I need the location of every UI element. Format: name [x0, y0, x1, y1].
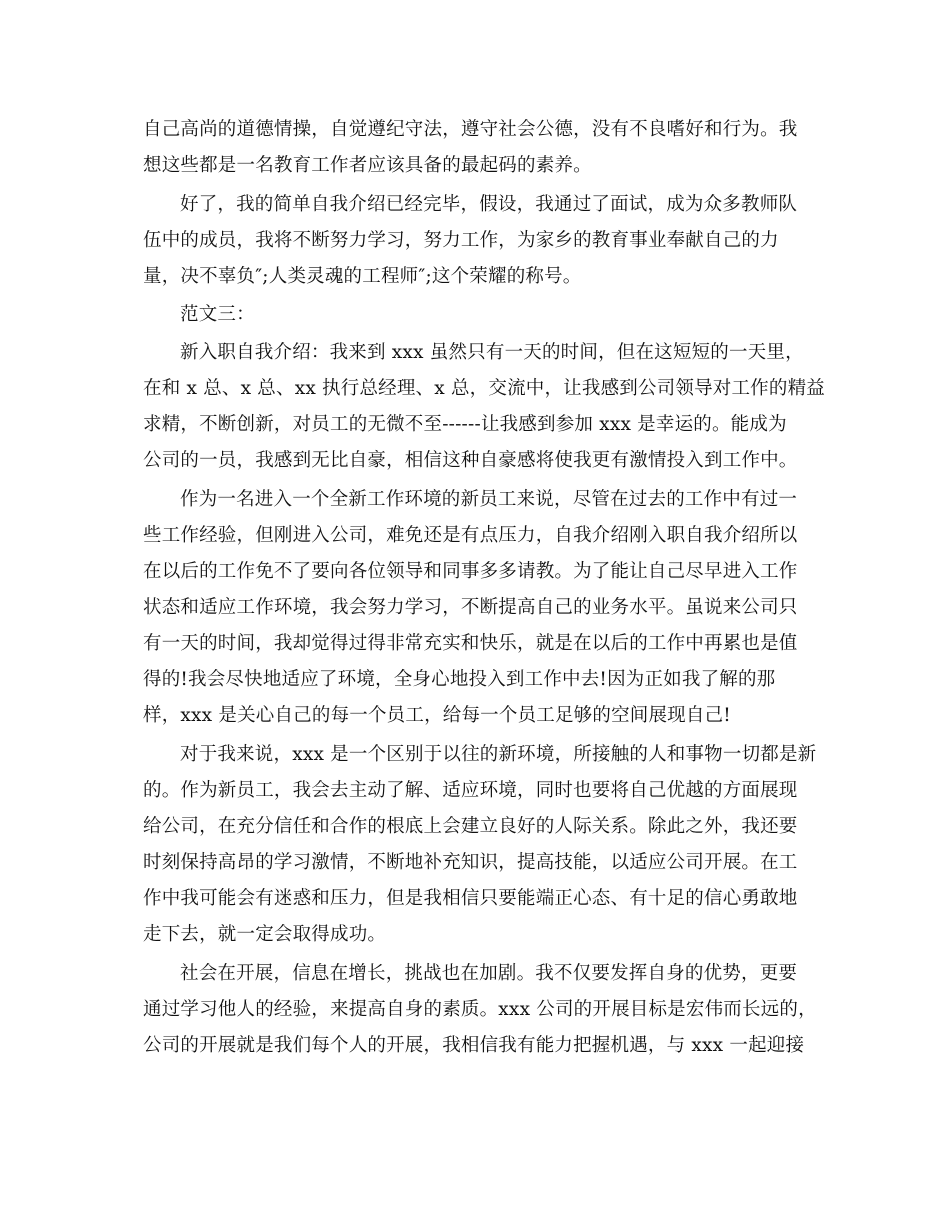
paragraph-start-line: 对于我来说，xxx 是一个区别于以往的新环境，所接触的人和事物一切都是新: [180, 744, 817, 765]
text-line: 走下去，就一定会取得成功。: [143, 924, 387, 945]
text-line: 量，决不辜负″;人类灵魂的工程师″;这个荣耀的称号。: [143, 266, 582, 287]
text-line: 作中我可能会有迷惑和压力，但是我相信只要能端正心态、有十足的信心勇敢地: [143, 888, 798, 909]
text-line: 公司的开展就是我们每个人的开展，我相信我有能力把握机遇，与 xxx 一起迎接: [143, 1035, 805, 1056]
paragraph-start-line: 社会在开展，信息在增长，挑战也在加剧。我不仅要发挥自身的优势，更要: [180, 963, 798, 984]
text-line: 想这些都是一名教育工作者应该具备的最起码的素养。: [143, 155, 592, 176]
text-line: 公司的一员，我感到无比自豪，相信这种自豪感将使我更有激情投入到工作中。: [143, 450, 798, 471]
paragraph-start-line: 新入职自我介绍：我来到 xxx 虽然只有一天的时间，但在这短短的一天里，: [180, 342, 804, 363]
paragraph-start-line: 好了，我的简单自我介绍已经完毕，假设，我通过了面试，成为众多教师队: [180, 194, 798, 215]
section-heading: 范文三：: [180, 304, 255, 325]
text-line: 通过学习他人的经验，来提高自身的素质。xxx 公司的开展目标是宏伟而长远的，: [143, 999, 817, 1020]
text-line: 自己高尚的道德情操，自觉遵纪守法，遵守社会公德，没有不良嗜好和行为。我: [143, 119, 798, 140]
text-line: 在以后的工作免不了要向各位领导和同事多多请教。为了能让自己尽早进入工作: [143, 561, 798, 582]
paragraph-start-line: 作为一名进入一个全新工作环境的新员工来说，尽管在过去的工作中有过一: [180, 489, 798, 510]
text-line: 在和 x 总、x 总、xx 执行总经理、x 总，交流中，让我感到公司领导对工作的精益: [143, 378, 825, 399]
text-line: 求精，不断创新，对员工的无微不至------让我感到参加 xxx 是幸运的。能成为: [143, 414, 787, 435]
text-line: 伍中的成员，我将不断努力学习，努力工作，为家乡的教育事业奉献自己的力: [143, 230, 779, 251]
text-line: 的。作为新员工，我会去主动了解、适应环境，同时也要将自己优越的方面展现: [143, 780, 798, 801]
text-line: 时刻保持高昂的学习激情，不断地补充知识，提高技能，以适应公司开展。在工: [143, 852, 798, 873]
text-line: 状态和适应工作环境，我会努力学习，不断提高自己的业务水平。虽说来公司只: [143, 597, 798, 618]
text-line: 有一天的时间，我却觉得过得非常充实和快乐，就是在以后的工作中再累也是值: [143, 633, 798, 654]
text-line: 得的!我会尽快地适应了环境，全身心地投入到工作中去!因为正如我了解的那: [143, 669, 776, 690]
text-line: 样，xxx 是关心自己的每一个员工，给每一个员工足够的空间展现自己!: [143, 705, 731, 726]
text-line: 些工作经验，但刚进入公司，难免还是有点压力，自我介绍刚入职自我介绍所以: [143, 525, 798, 546]
text-line: 给公司，在充分信任和合作的根底上会建立良好的人际关系。除此之外，我还要: [143, 816, 798, 837]
